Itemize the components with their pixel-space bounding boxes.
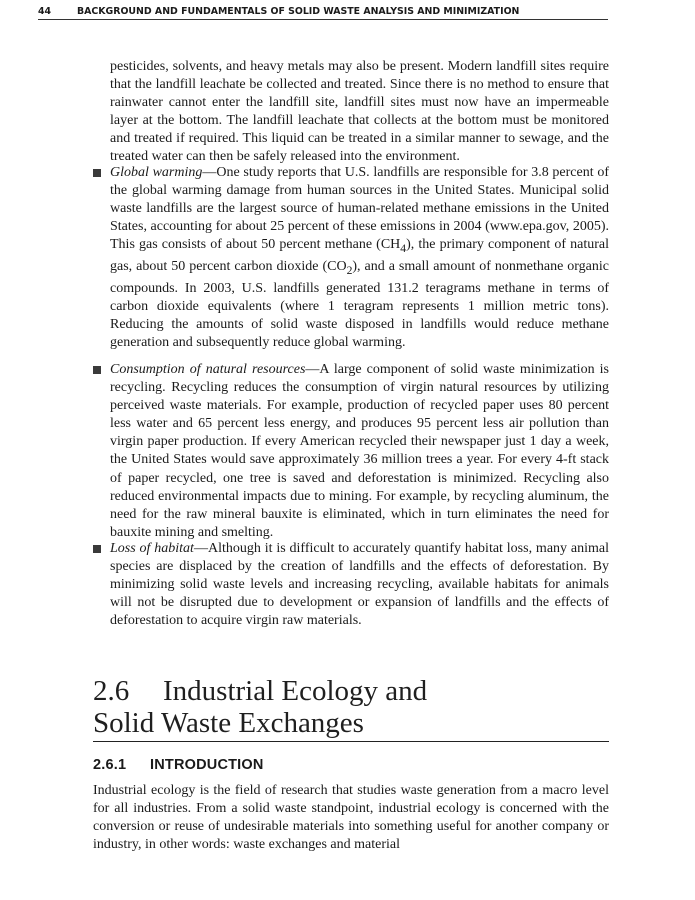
bullet-lead: Loss of habitat bbox=[110, 541, 194, 556]
bullet-text: ), and a small amount of nonmethane organic compounds. In 2003, U.S. landfills generated 131.2 teragrams methane in terms of carbon dioxide equivalents (where 1 teragram represents 1 million metric tons). Reducing the amounts of solid waste disposed in landfills would reduce methane generation and subsequently reduce global warming. bbox=[110, 259, 609, 351]
subsection-heading bbox=[93, 757, 264, 773]
bullet-text: —Although it is difficult to accurately quantify habitat loss, many animal species are displaced by the creation of landfills and the effects of deforestation. By minimizing solid waste levels and increasing recycling, available habitats for animals will not be disrupted due to development or expansion of landfills and the effects of deforestation to acquire virgin raw materials. bbox=[110, 541, 609, 629]
section-rule bbox=[93, 741, 609, 742]
bullet-square-icon bbox=[93, 366, 101, 374]
intro-paragraph bbox=[110, 58, 609, 167]
section-title bbox=[93, 675, 609, 739]
section-title-line1: Industrial Ecology and bbox=[163, 675, 428, 707]
section-paragraph bbox=[93, 782, 609, 854]
section-title-line2: Solid Waste Exchanges bbox=[93, 707, 364, 739]
subsection-title: INTRODUCTION bbox=[150, 757, 264, 773]
bullet-lead: Global warming bbox=[110, 165, 203, 180]
subscript: 4 bbox=[400, 242, 407, 256]
bullet-square-icon bbox=[93, 169, 101, 177]
subscript: 2 bbox=[346, 264, 353, 278]
bullet-lead: Consumption of natural resources bbox=[110, 362, 306, 377]
bullet-text: —A large component of solid waste minimization is recycling. Recycling reduces the consumption of virgin natural resources by utilizing perceived waste materials. For example, production of recycled paper uses 80 percent less water and 65 percent less energy, and produces 95 percent less air pollution than virgin paper production. If every American recycled their newspaper just 1 day a week, the United States would save approximately 36 million trees a year. For every 4-ft stack of paper recycled, one tree is saved and deforestation is minimized. Recycling also reduced environmental impacts due to mining. For example, by recycling aluminum, the need for the raw mineral bauxite is eliminated, which in turn eliminates the need for bauxite mining and smelting. bbox=[110, 362, 609, 540]
running-title: BACKGROUND AND FUNDAMENTALS OF SOLID WASTE ANALYSIS AND MINIMIZATION bbox=[77, 6, 520, 17]
bullet-consumption bbox=[110, 361, 609, 542]
intro-text: pesticides, solvents, and heavy metals may also be present. Modern landfill sites require that the landfill leachate be collected and treated. Since there is no method to ensure that rainwater cannot enter the landfill site, landfill sites must now have an impermeable layer at the bottom. The landfill leachate that collects at the bottom must be monitored and treated if required. This liquid can be treated in a similar manner to sewage, and the treated water can then be safely released into the environment. bbox=[110, 59, 609, 165]
subsection-number: 2.6.1 bbox=[93, 757, 127, 773]
section-text: Industrial ecology is the field of research that studies waste generation from a macro level for all industries. From a solid waste standpoint, industrial ecology is concerned with the conversion or reuse of undesirable materials into something useful for another company or industry, in other words: waste exchanges and material bbox=[93, 783, 609, 853]
bullet-global-warming bbox=[110, 164, 609, 353]
bullet-square-icon bbox=[93, 545, 101, 553]
section-number: 2.6 bbox=[93, 675, 130, 707]
page-number: 44 bbox=[38, 6, 52, 17]
bullet-habitat bbox=[110, 540, 609, 630]
bullet-text: —One study reports that U.S. landfills are responsible for 3.8 percent of the global warming damage from human sources in the United States. Municipal solid waste landfills are the largest source of human-related methane emissions in the United States, accounting for about 25 percent of these emissions in 2004 (www.epa.gov, 2005). This gas consists of about 50 percent methane (CH bbox=[110, 165, 609, 253]
running-header bbox=[38, 6, 608, 20]
bullet-text: ), the primary component of natural gas, about 50 percent carbon dioxide (CO bbox=[110, 237, 609, 275]
